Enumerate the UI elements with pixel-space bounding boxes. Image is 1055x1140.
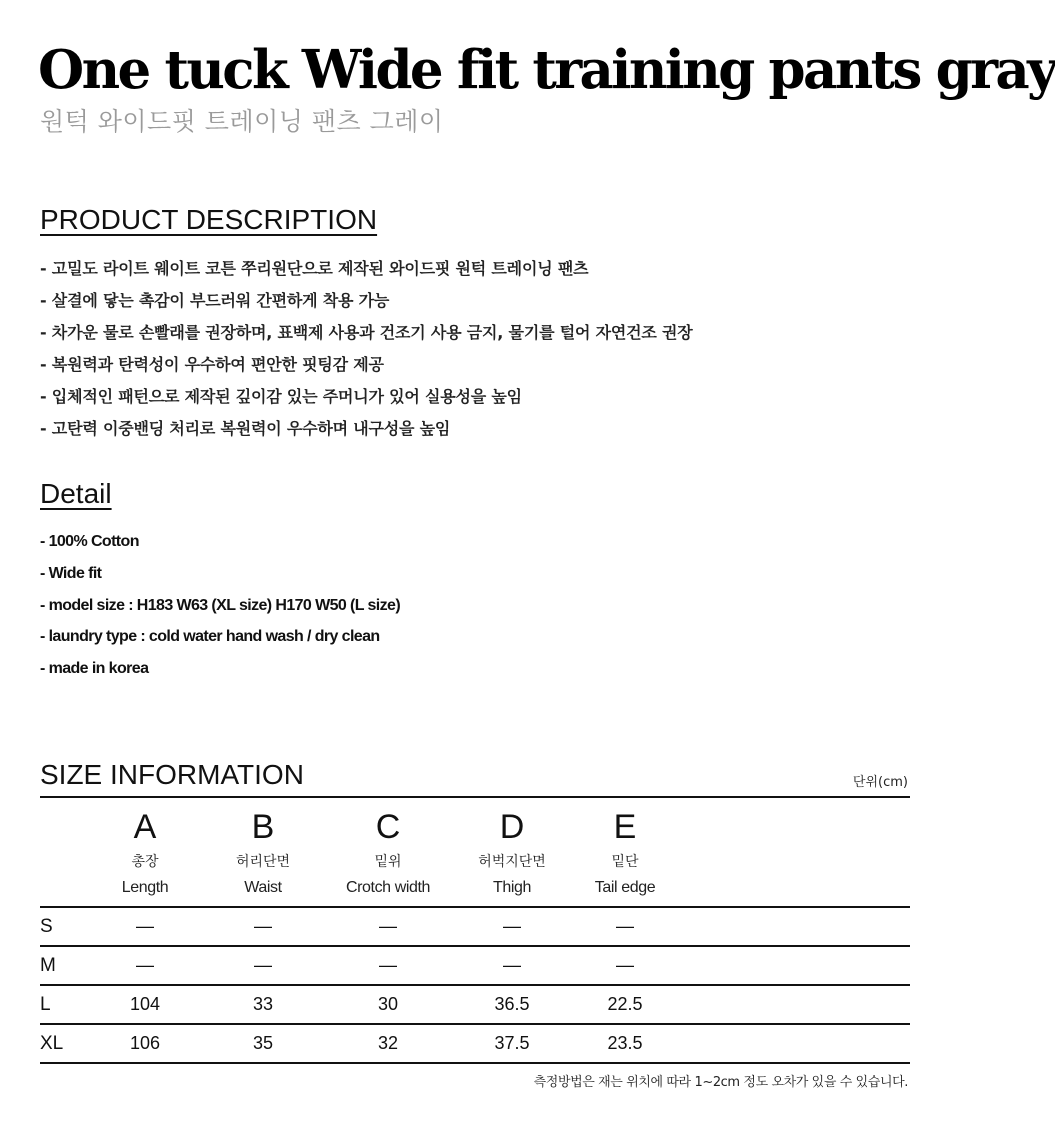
description-item: - 복원력과 탄력성이 우수하여 편안한 핏팅감 제공: [40, 355, 384, 374]
crotch-width-cell: 32: [377, 1033, 399, 1053]
detail-item: - Wide fit: [40, 564, 102, 582]
product-description-heading: PRODUCT DESCRIPTION: [40, 204, 378, 235]
measurement-footnote: 측정방법은 재는 위치에 따라 1~2cm 정도 오차가 있을 수 있습니다.: [533, 1075, 908, 1090]
thigh-cell: 36.5: [494, 994, 530, 1014]
column-letter: D: [499, 808, 525, 846]
length-cell: —: [136, 955, 154, 975]
crotch-width-cell: —: [379, 916, 397, 936]
waist-cell: —: [254, 955, 272, 975]
detail-list: [40, 526, 400, 685]
crotch-width-cell: —: [379, 955, 397, 975]
product-title: One tuck Wide fit training pants gray: [38, 39, 1055, 101]
product-subtitle: 원턱 와이드핏 트레이닝 팬츠 그레이: [40, 107, 444, 136]
size-row-s: [40, 908, 910, 947]
column-korean-label: 허벅지단면: [478, 854, 546, 870]
thigh-cell: —: [503, 955, 521, 975]
column-letter: E: [613, 808, 637, 846]
size-row-xl: [40, 1025, 910, 1064]
column-korean-label: 밑위: [374, 854, 402, 870]
waist-cell: 33: [252, 994, 274, 1014]
column-english-label: Tail edge: [594, 879, 656, 896]
column-english-label: Waist: [244, 879, 282, 896]
size-label: XL: [40, 1033, 64, 1054]
column-english-label: Length: [121, 879, 169, 896]
length-cell: 104: [129, 994, 161, 1014]
thigh-cell: 37.5: [494, 1033, 530, 1053]
size-row-l: [40, 986, 910, 1025]
description-item: - 고탄력 이중밴딩 처리로 복원력이 우수하며 내구성을 높임: [40, 419, 451, 438]
product-description-list: [40, 253, 692, 445]
waist-cell: —: [254, 916, 272, 936]
column-header-e: [555, 806, 695, 902]
column-letter: C: [375, 808, 401, 846]
detail-item: - laundry type : cold water hand wash / dry clean: [40, 628, 380, 646]
description-item: - 차가운 물로 손빨래를 권장하며, 표백제 사용과 건조기 사용 금지, 물기를 털어 자연건조 권장: [40, 323, 693, 342]
tail-edge-cell: 22.5: [607, 994, 643, 1014]
tail-edge-cell: 23.5: [607, 1033, 643, 1053]
column-english-label: Crotch width: [345, 879, 431, 896]
size-table-header: [40, 798, 910, 908]
size-label: L: [40, 994, 51, 1015]
description-item: - 입체적인 패턴으로 제작된 깊이감 있는 주머니가 있어 실용성을 높임: [40, 387, 522, 406]
detail-item: - model size : H183 W63 (XL size) H170 W50 (L size): [40, 596, 401, 614]
description-item: - 살결에 닿는 촉감이 부드러워 간편하게 착용 가능: [40, 291, 390, 310]
thigh-cell: —: [503, 916, 521, 936]
size-table: [40, 796, 910, 1064]
crotch-width-cell: 30: [377, 994, 399, 1014]
detail-item: - made in korea: [40, 660, 149, 678]
length-cell: 106: [129, 1033, 161, 1053]
size-information-heading: SIZE INFORMATION: [40, 759, 304, 790]
waist-cell: 35: [252, 1033, 274, 1053]
column-english-label: Thigh: [492, 879, 532, 896]
detail-item: - 100% Cotton: [40, 533, 139, 550]
detail-heading: Detail: [40, 478, 112, 509]
column-header-b: [193, 806, 333, 902]
column-letter: B: [251, 808, 275, 846]
column-letter: A: [133, 808, 157, 846]
size-label: M: [40, 955, 56, 976]
tail-edge-cell: —: [616, 916, 634, 936]
column-korean-label: 허리단면: [235, 854, 291, 870]
unit-note: 단위(cm): [852, 775, 908, 790]
column-korean-label: 총장: [131, 854, 159, 870]
size-label: S: [40, 916, 53, 937]
length-cell: —: [136, 916, 154, 936]
description-item: - 고밀도 라이트 웨이트 코튼 쭈리원단으로 제작된 와이드핏 원턱 트레이닝 팬츠: [40, 259, 589, 278]
column-korean-label: 밑단: [611, 854, 639, 870]
size-row-m: [40, 947, 910, 986]
column-header-c: [318, 806, 458, 902]
tail-edge-cell: —: [616, 955, 634, 975]
